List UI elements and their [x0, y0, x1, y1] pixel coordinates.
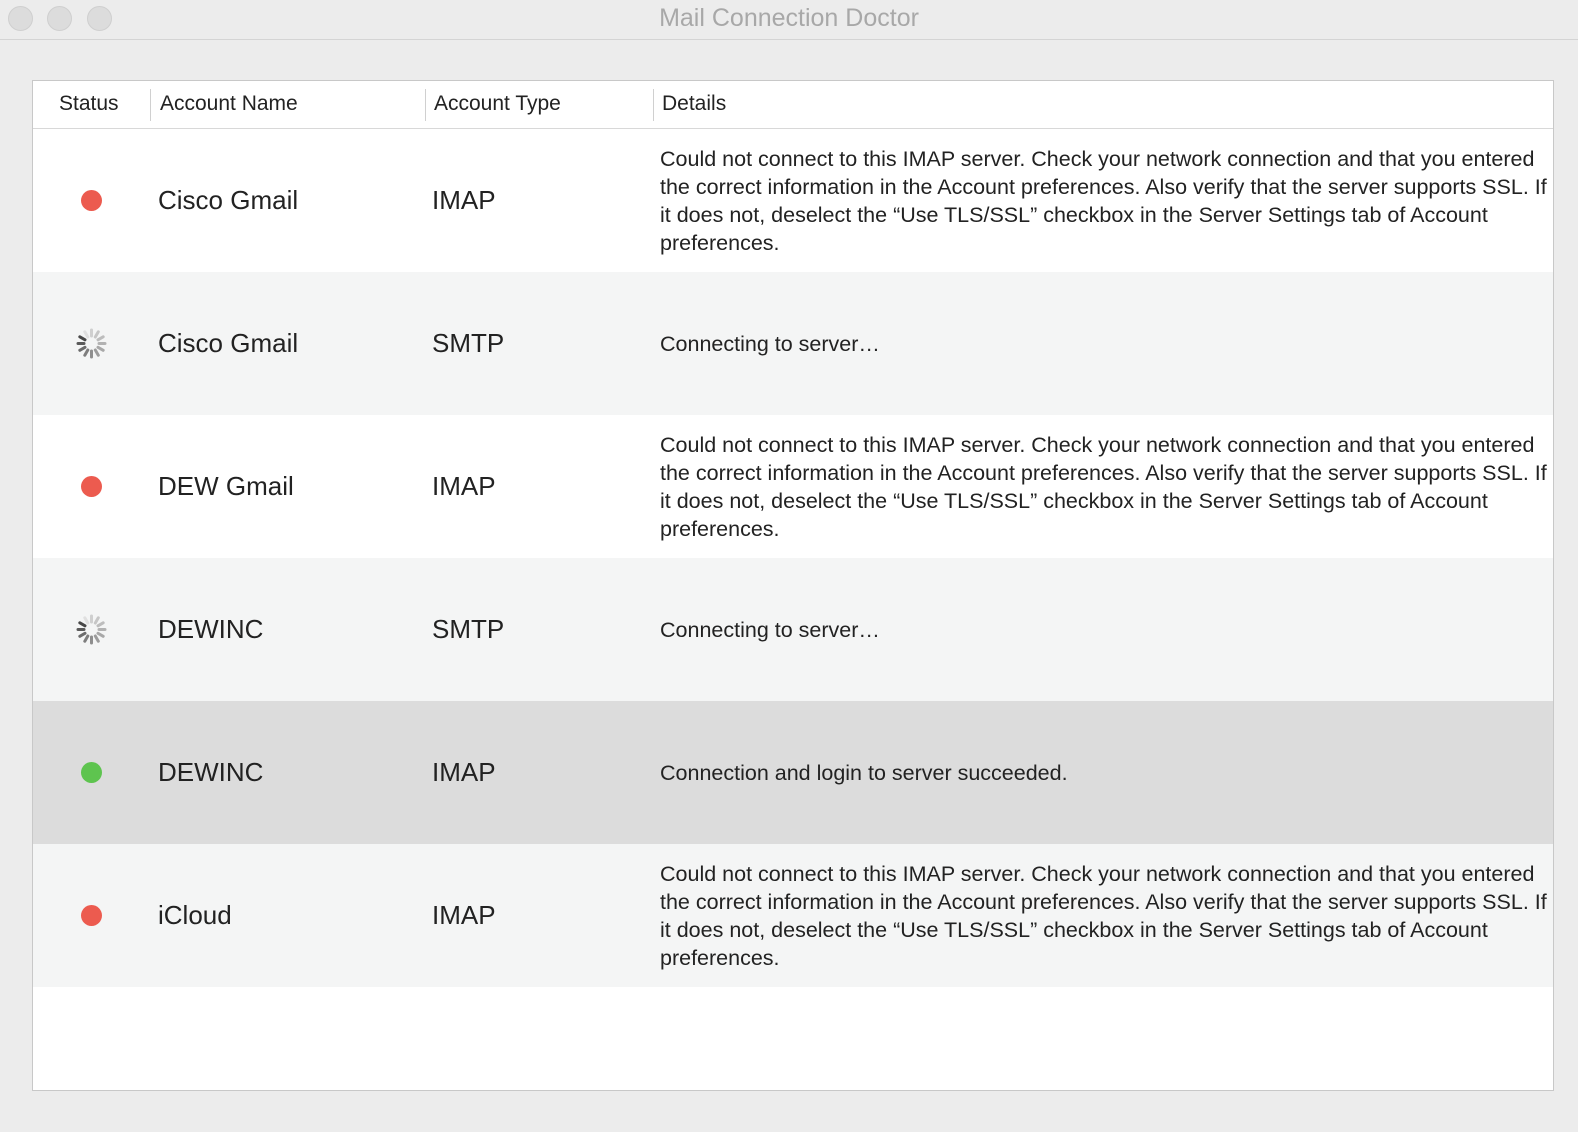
account-name-cell: Cisco Gmail: [158, 328, 299, 358]
account-type-cell: IMAP: [432, 900, 496, 930]
account-type-cell: SMTP: [432, 614, 505, 644]
table-row[interactable]: [33, 415, 1553, 558]
account-name-cell: Cisco Gmail: [158, 185, 299, 215]
window-titlebar: [0, 0, 1578, 40]
account-name-cell: DEWINC: [158, 614, 264, 644]
account-type-cell: IMAP: [432, 757, 496, 787]
spinner-icon: [75, 327, 108, 360]
window-title: Mail Connection Doctor: [659, 4, 919, 32]
details-cell: Could not connect to this IMAP server. Check your network connection and that you entered the correct information in the Account preferences. Also verify that the server supports SSL. If it does not, deselect the “Use TLS/SSL” checkbox in the Server Settings tab of Account preferences.: [660, 432, 1547, 541]
table-row[interactable]: [33, 129, 1553, 272]
column-header-details[interactable]: Details: [662, 92, 727, 115]
accounts-table: [32, 80, 1554, 1091]
account-type-cell: SMTP: [432, 328, 505, 358]
account-name-cell: DEWINC: [158, 757, 264, 787]
column-divider[interactable]: [425, 89, 426, 121]
green-dot-icon: [81, 762, 102, 783]
spinner-icon: [75, 613, 108, 646]
column-header-account-type[interactable]: Account Type: [434, 92, 561, 115]
details-cell: Connection and login to server succeeded.: [660, 760, 1068, 785]
details-cell: Connecting to server…: [660, 617, 880, 642]
account-name-cell: DEW Gmail: [158, 471, 294, 501]
account-type-cell: IMAP: [432, 471, 496, 501]
table-row[interactable]: [33, 558, 1553, 701]
column-header-account-name[interactable]: Account Name: [160, 92, 298, 115]
table-header: [33, 81, 1553, 129]
red-dot-icon: [81, 190, 102, 211]
account-type-cell: IMAP: [432, 185, 496, 215]
details-cell: Connecting to server…: [660, 331, 880, 356]
red-dot-icon: [81, 905, 102, 926]
table-row[interactable]: [33, 272, 1553, 415]
red-dot-icon: [81, 476, 102, 497]
details-cell: Could not connect to this IMAP server. Check your network connection and that you entered the correct information in the Account preferences. Also verify that the server supports SSL. If it does not, deselect the “Use TLS/SSL” checkbox in the Server Settings tab of Account preferences.: [660, 861, 1547, 970]
column-header-status[interactable]: Status: [59, 92, 119, 115]
account-name-cell: iCloud: [158, 900, 232, 930]
column-divider[interactable]: [653, 89, 654, 121]
table-row-selected[interactable]: [33, 701, 1553, 844]
details-cell: Could not connect to this IMAP server. Check your network connection and that you entered the correct information in the Account preferences. Also verify that the server supports SSL. If it does not, deselect the “Use TLS/SSL” checkbox in the Server Settings tab of Account preferences.: [660, 146, 1547, 255]
column-divider[interactable]: [150, 89, 151, 121]
table-row[interactable]: [33, 844, 1553, 987]
